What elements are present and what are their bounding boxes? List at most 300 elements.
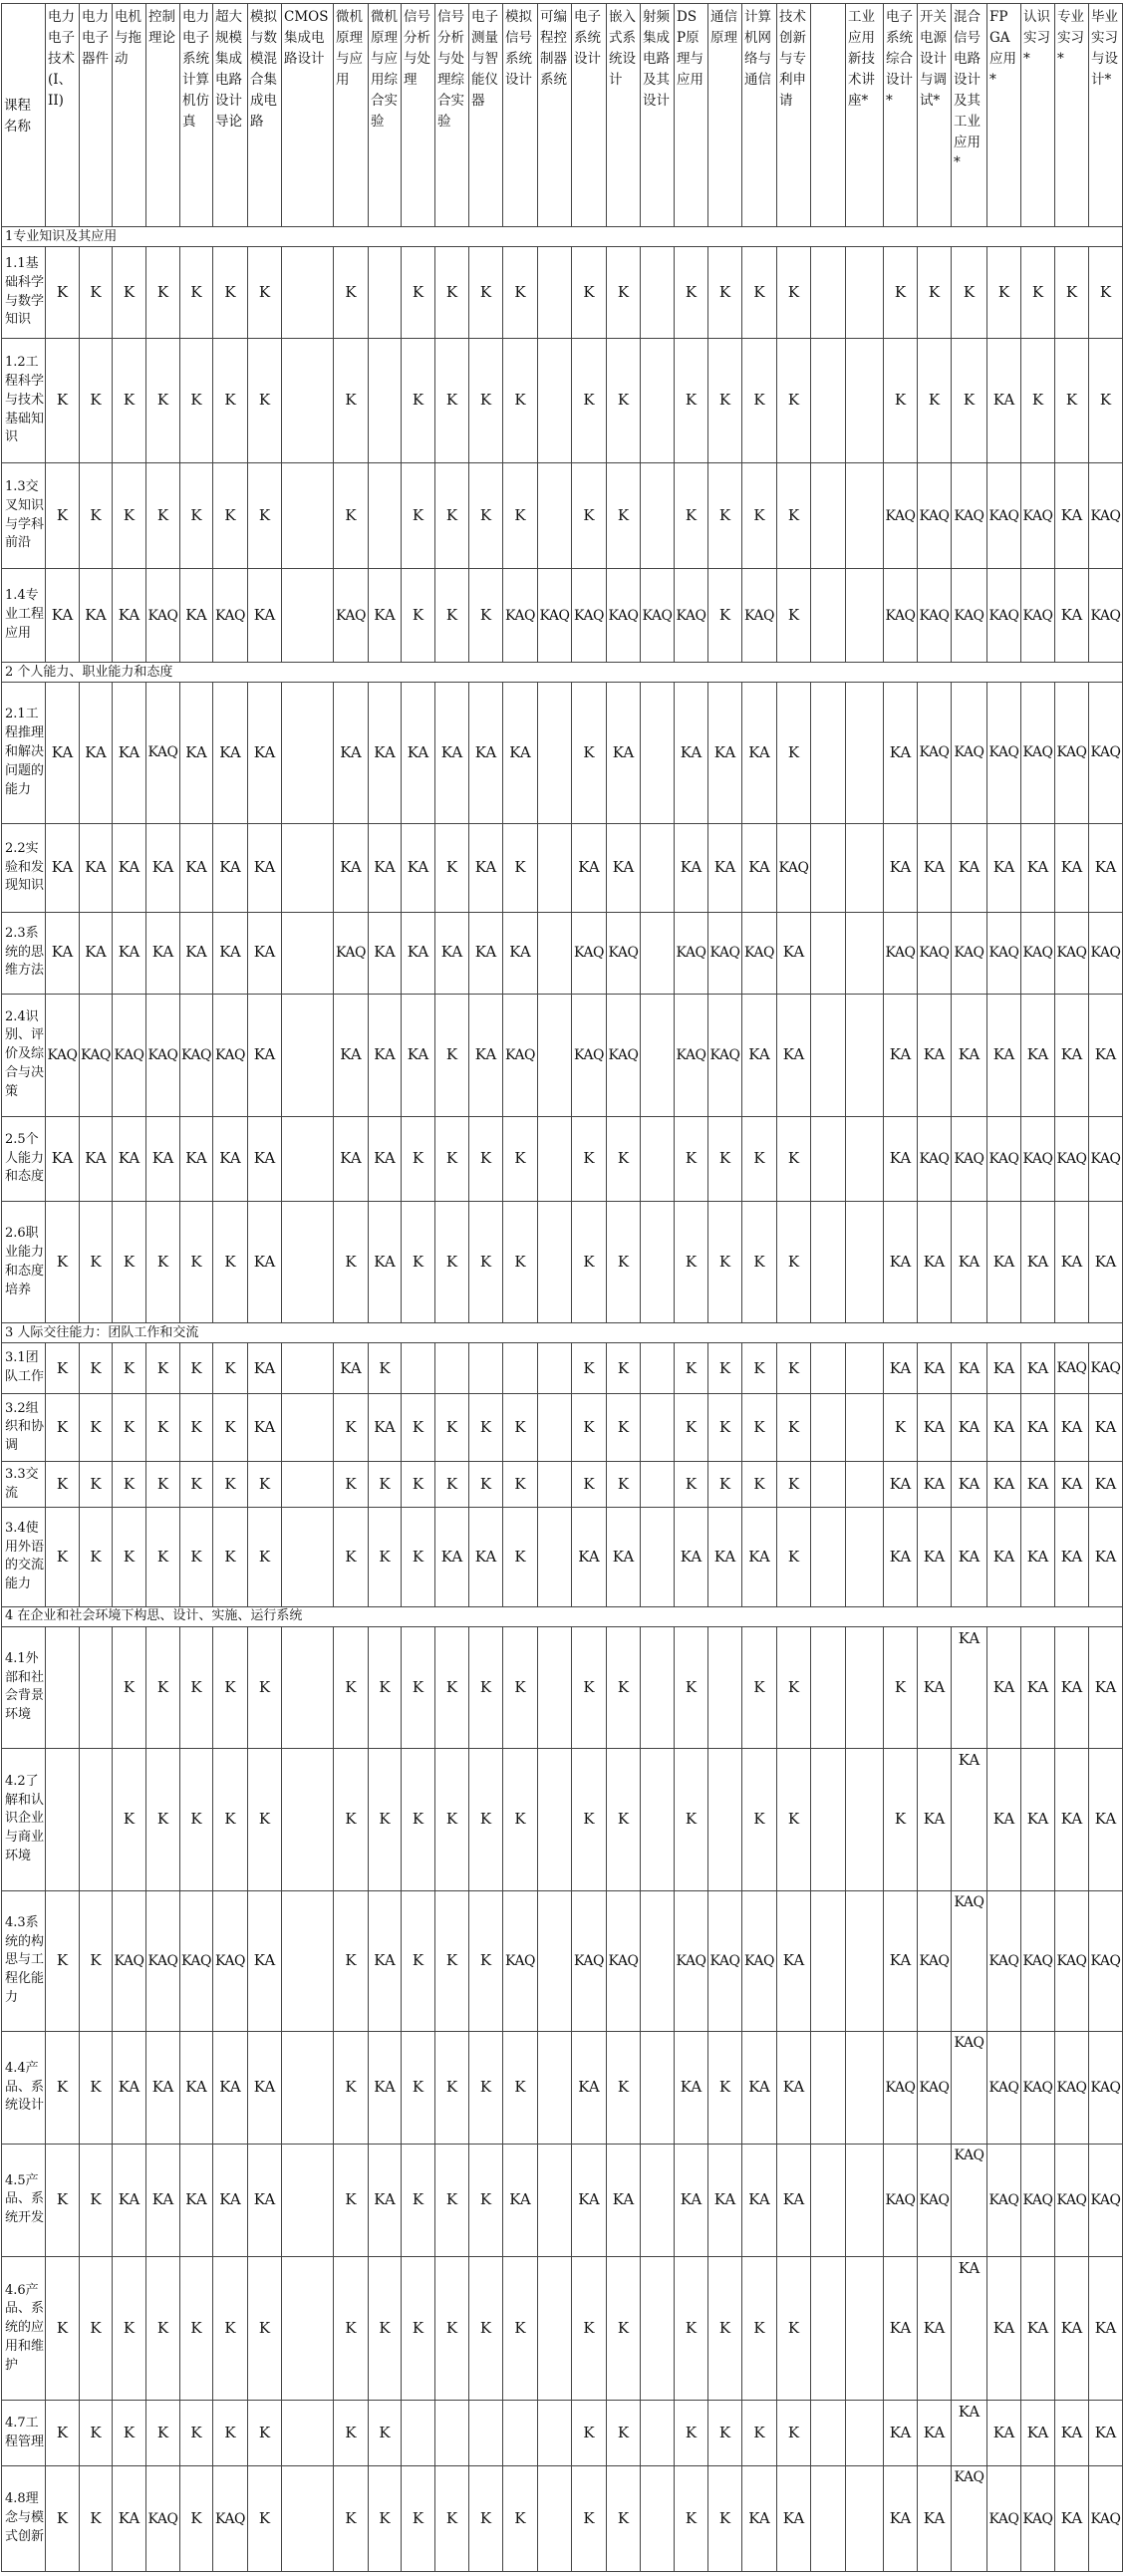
table-cell: K — [503, 462, 538, 568]
table-cell: KA — [675, 2144, 708, 2256]
table-row — [2, 2144, 1123, 2256]
table-cell: K — [777, 569, 811, 663]
row-label: 2.5个人能力和态度 — [2, 1116, 46, 1201]
table-cell — [538, 246, 572, 339]
table-cell: K — [952, 339, 987, 463]
table-cell: K — [1021, 246, 1055, 339]
table-cell: K — [180, 462, 213, 568]
row-label: 1.1基础科学与数学知识 — [2, 246, 46, 339]
table-cell — [282, 2256, 334, 2401]
row-label: 3.1团队工作 — [2, 1343, 46, 1394]
table-cell — [538, 1626, 572, 1748]
table-cell: KA — [46, 824, 80, 912]
section-title: 4 在企业和社会环境下构思、设计、实施、运行系统 — [2, 1606, 1123, 1626]
table-cell: K — [402, 1462, 435, 1507]
table-cell: KA — [180, 2032, 213, 2145]
table-cell: K — [46, 1394, 80, 1462]
column-header: 模拟信号系统设计 — [503, 4, 538, 227]
table-cell: KA — [1089, 994, 1123, 1116]
table-cell: K — [503, 2032, 538, 2145]
table-cell: KA — [1055, 824, 1089, 912]
table-cell — [811, 1343, 846, 1394]
column-header: 控制理论 — [146, 4, 180, 227]
table-cell: KA — [952, 1462, 987, 1507]
table-cell: K — [402, 1394, 435, 1462]
table-cell: KA — [180, 1116, 213, 1201]
table-cell: K — [503, 1749, 538, 1891]
table-cell: K — [952, 246, 987, 339]
column-header: 毕业实习与设计* — [1089, 4, 1123, 227]
table-cell: K — [248, 246, 282, 339]
table-cell: KA — [884, 2256, 918, 2401]
table-cell: K — [46, 2144, 80, 2256]
table-row — [2, 994, 1123, 1116]
table-cell: K — [248, 1462, 282, 1507]
table-cell — [641, 2256, 675, 2401]
table-cell: KA — [1089, 2256, 1123, 2401]
table-cell — [538, 682, 572, 824]
table-cell: K — [180, 1462, 213, 1507]
table-cell: KA — [1089, 824, 1123, 912]
table-cell: K — [777, 1343, 811, 1394]
table-cell: KA — [435, 682, 469, 824]
table-row — [2, 246, 1123, 339]
table-cell: K — [469, 569, 503, 663]
table-cell — [282, 2466, 334, 2572]
table-cell — [282, 462, 334, 568]
table-cell: K — [503, 1202, 538, 1323]
table-cell: K — [708, 1202, 742, 1323]
table-cell: KA — [987, 1202, 1021, 1323]
table-cell: K — [435, 2256, 469, 2401]
table-cell — [282, 1394, 334, 1462]
table-cell: KAQ — [918, 912, 952, 994]
table-cell: KA — [1089, 1394, 1123, 1462]
table-cell: KA — [1021, 2256, 1055, 2401]
table-cell: KAQ — [884, 569, 918, 663]
table-cell — [846, 1394, 884, 1462]
table-cell — [641, 994, 675, 1116]
table-cell: K — [334, 1202, 369, 1323]
table-cell: K — [503, 2466, 538, 2572]
table-cell: KAQ — [1089, 1890, 1123, 2032]
table-cell — [641, 1890, 675, 2032]
table-cell — [846, 2144, 884, 2256]
table-cell: KA — [80, 569, 113, 663]
table-cell — [811, 2144, 846, 2256]
table-cell: KA — [708, 824, 742, 912]
table-cell: K — [742, 2401, 777, 2466]
table-cell — [846, 1626, 884, 1748]
table-cell: KA — [918, 1394, 952, 1462]
table-cell: KA — [987, 1626, 1021, 1748]
table-cell: K — [146, 1507, 180, 1606]
table-cell — [538, 2032, 572, 2145]
table-cell — [811, 824, 846, 912]
section-title: 3 人际交往能力：团队工作和交流 — [2, 1323, 1123, 1343]
table-cell: K — [80, 2401, 113, 2466]
table-cell — [811, 1394, 846, 1462]
table-cell: KAQ — [918, 1890, 952, 2032]
row-label: 3.2组织和协调 — [2, 1394, 46, 1462]
table-cell: KA — [503, 912, 538, 994]
table-cell: K — [708, 1116, 742, 1201]
table-cell — [282, 912, 334, 994]
table-cell: K — [742, 339, 777, 463]
table-cell: K — [334, 2144, 369, 2256]
table-cell: KAQ — [708, 994, 742, 1116]
table-cell — [282, 1116, 334, 1201]
table-cell: KA — [402, 824, 435, 912]
table-cell: K — [146, 1749, 180, 1891]
table-cell: KA — [334, 824, 369, 912]
table-cell: K — [708, 2032, 742, 2145]
table-cell: KAQ — [572, 912, 607, 994]
table-cell: KA — [248, 1394, 282, 1462]
table-cell: KA — [113, 1116, 146, 1201]
table-cell: KA — [369, 1394, 402, 1462]
table-cell: K — [369, 1343, 402, 1394]
table-cell: K — [146, 1394, 180, 1462]
table-cell — [846, 912, 884, 994]
table-row — [2, 2401, 1123, 2466]
row-label: 3.3交流 — [2, 1462, 46, 1507]
table-cell: KA — [113, 824, 146, 912]
table-cell: KAQ — [742, 912, 777, 994]
table-cell: K — [708, 2466, 742, 2572]
table-cell: K — [435, 2032, 469, 2145]
table-cell: KA — [572, 2032, 607, 2145]
table-cell: K — [884, 1626, 918, 1748]
table-cell: KAQ — [987, 1116, 1021, 1201]
table-cell: KA — [1021, 1462, 1055, 1507]
table-row — [2, 1626, 1123, 1748]
table-cell: KAQ — [607, 1890, 641, 2032]
table-cell — [282, 339, 334, 463]
table-cell: KA — [469, 682, 503, 824]
table-cell — [538, 2401, 572, 2466]
table-cell: K — [402, 339, 435, 463]
table-row — [2, 1202, 1123, 1323]
table-cell: KA — [987, 824, 1021, 912]
table-cell: KA — [987, 1394, 1021, 1462]
table-cell: KA — [248, 2144, 282, 2256]
table-cell: KA — [213, 2032, 248, 2145]
table-cell: K — [469, 2032, 503, 2145]
table-cell: K — [607, 1202, 641, 1323]
table-cell: K — [469, 462, 503, 568]
table-cell: KA — [918, 2256, 952, 2401]
table-cell: KA — [334, 994, 369, 1116]
table-cell — [641, 339, 675, 463]
table-cell: KA — [1021, 994, 1055, 1116]
table-cell: K — [503, 246, 538, 339]
row-label: 1.4专业工程应用 — [2, 569, 46, 663]
table-cell: KA — [952, 1394, 987, 1462]
table-cell: KAQ — [607, 994, 641, 1116]
table-cell — [641, 1462, 675, 1507]
table-cell: K — [146, 339, 180, 463]
table-cell: KAQ — [1089, 462, 1123, 568]
table-cell: KAQ — [180, 1890, 213, 2032]
table-cell — [402, 2401, 435, 2466]
table-cell: KA — [675, 682, 708, 824]
table-cell: K — [607, 462, 641, 568]
table-cell: K — [469, 1116, 503, 1201]
table-cell: KA — [607, 2144, 641, 2256]
table-cell — [503, 1343, 538, 1394]
table-cell: KA — [369, 1116, 402, 1201]
section-row — [2, 1323, 1123, 1343]
table-cell — [641, 1626, 675, 1748]
table-cell: KAQ — [1055, 2144, 1089, 2256]
table-cell: KA — [675, 1507, 708, 1606]
table-cell: KA — [884, 2401, 918, 2466]
table-cell — [811, 339, 846, 463]
table-cell: K — [180, 246, 213, 339]
table-cell — [641, 2401, 675, 2466]
table-cell: KAQ — [334, 569, 369, 663]
table-cell — [469, 1343, 503, 1394]
table-cell: KAQ — [742, 1890, 777, 2032]
table-cell: KA — [369, 824, 402, 912]
table-cell: KAQ — [918, 462, 952, 568]
table-cell: KA — [884, 994, 918, 1116]
table-cell: KAQ — [146, 2466, 180, 2572]
table-row — [2, 1116, 1123, 1201]
row-label: 2.2实验和发现知识 — [2, 824, 46, 912]
table-cell: K — [248, 339, 282, 463]
table-cell: KAQ — [503, 569, 538, 663]
table-cell: K — [572, 462, 607, 568]
table-cell: KA — [1021, 1394, 1055, 1462]
table-cell: KAQ — [213, 994, 248, 1116]
table-cell: KA — [503, 682, 538, 824]
table-cell — [846, 1462, 884, 1507]
table-cell — [282, 2032, 334, 2145]
table-cell: K — [708, 569, 742, 663]
table-cell: KA — [402, 682, 435, 824]
table-cell: KA — [987, 1507, 1021, 1606]
table-cell: K — [708, 339, 742, 463]
column-header: 电力电子系统计算机仿真 — [180, 4, 213, 227]
table-cell: K — [572, 339, 607, 463]
table-cell: K — [607, 1116, 641, 1201]
table-cell — [811, 1116, 846, 1201]
table-cell: KAQ — [742, 569, 777, 663]
column-header: 嵌入式系统设计 — [607, 4, 641, 227]
table-row — [2, 1890, 1123, 2032]
table-cell — [811, 2401, 846, 2466]
table-cell: KA — [742, 824, 777, 912]
table-cell: K — [675, 2401, 708, 2466]
table-cell — [538, 1202, 572, 1323]
table-cell: KA — [987, 339, 1021, 463]
table-cell — [846, 1202, 884, 1323]
table-cell: KAQ — [918, 2032, 952, 2145]
table-cell: K — [80, 2466, 113, 2572]
table-cell: K — [248, 1507, 282, 1606]
table-cell: K — [777, 1116, 811, 1201]
table-cell: KA — [777, 912, 811, 994]
table-cell — [538, 1394, 572, 1462]
table-cell: K — [369, 2466, 402, 2572]
table-cell: K — [708, 462, 742, 568]
table-cell — [641, 682, 675, 824]
column-header: 专业实习* — [1055, 4, 1089, 227]
table-cell: KAQ — [538, 569, 572, 663]
table-cell: K — [469, 339, 503, 463]
table-cell — [80, 1626, 113, 1748]
table-cell: K — [435, 2466, 469, 2572]
table-cell: KAQ — [1089, 682, 1123, 824]
table-cell: K — [334, 1507, 369, 1606]
table-cell: K — [469, 1749, 503, 1891]
table-cell: KA — [469, 912, 503, 994]
table-cell: K — [46, 1462, 80, 1507]
table-cell — [811, 2256, 846, 2401]
table-cell: KA — [777, 994, 811, 1116]
table-cell: K — [503, 339, 538, 463]
table-cell: KA — [146, 2144, 180, 2256]
table-cell: KA — [369, 994, 402, 1116]
table-cell: K — [987, 246, 1021, 339]
table-cell: KA — [918, 1343, 952, 1394]
table-cell — [538, 1116, 572, 1201]
table-cell: K — [180, 1626, 213, 1748]
table-cell: K — [777, 1507, 811, 1606]
column-header: 认识实习* — [1021, 4, 1055, 227]
table-cell: K — [334, 1394, 369, 1462]
table-cell: KA — [146, 912, 180, 994]
table-cell — [538, 462, 572, 568]
table-cell: K — [469, 2144, 503, 2256]
table-cell: K — [607, 246, 641, 339]
table-cell: K — [402, 2144, 435, 2256]
table-cell — [435, 1343, 469, 1394]
row-label: 4.3系统的构思与工程化能力 — [2, 1890, 46, 2032]
table-cell — [369, 246, 402, 339]
table-cell: KAQ — [1021, 1116, 1055, 1201]
table-cell: KA — [469, 994, 503, 1116]
table-cell: K — [469, 1202, 503, 1323]
table-cell: KA — [180, 2144, 213, 2256]
table-cell — [811, 1507, 846, 1606]
table-row — [2, 1343, 1123, 1394]
column-header: 技术创新与专利申请 — [777, 4, 811, 227]
table-cell: KA — [987, 994, 1021, 1116]
table-cell: KAQ — [1089, 2032, 1123, 2145]
table-cell: KAQ — [572, 569, 607, 663]
table-cell: K — [742, 462, 777, 568]
table-cell: K — [884, 1749, 918, 1891]
table-cell: KAQ — [952, 462, 987, 568]
table-cell: KA — [113, 2466, 146, 2572]
table-cell: K — [607, 339, 641, 463]
table-cell: K — [402, 2256, 435, 2401]
table-cell: K — [80, 339, 113, 463]
table-cell: K — [503, 2256, 538, 2401]
table-cell: K — [572, 1116, 607, 1201]
table-cell: KA — [180, 912, 213, 994]
table-cell: KA — [1089, 1202, 1123, 1323]
table-cell: KA — [113, 2144, 146, 2256]
table-cell: K — [113, 1507, 146, 1606]
table-cell: KA — [1055, 2401, 1089, 2466]
table-cell: KAQ — [503, 1890, 538, 2032]
row-label: 4.8理念与模式创新 — [2, 2466, 46, 2572]
table-cell: K — [607, 2256, 641, 2401]
table-cell: KA — [607, 1507, 641, 1606]
column-header: 混合信号电路设计及其工业应用* — [952, 4, 987, 227]
table-cell: K — [708, 1343, 742, 1394]
table-cell: KAQ — [1089, 912, 1123, 994]
table-cell: KA — [777, 2032, 811, 2145]
table-cell — [811, 994, 846, 1116]
row-label: 2.6职业能力和态度培养 — [2, 1202, 46, 1323]
table-cell: K — [884, 1394, 918, 1462]
table-cell: KA — [1021, 2401, 1055, 2466]
table-cell: KAQ — [675, 912, 708, 994]
table-cell — [846, 682, 884, 824]
table-cell: KA — [987, 1462, 1021, 1507]
table-cell: K — [369, 2256, 402, 2401]
table-cell: KA — [1055, 569, 1089, 663]
table-cell: K — [80, 2144, 113, 2256]
table-cell: K — [435, 569, 469, 663]
table-cell: KA — [213, 1116, 248, 1201]
table-cell: KA — [248, 2032, 282, 2145]
table-cell: K — [180, 1749, 213, 1891]
table-cell — [846, 1749, 884, 1891]
table-cell: K — [180, 1343, 213, 1394]
table-cell: KA — [146, 824, 180, 912]
table-cell: K — [213, 462, 248, 568]
table-cell: KAQ — [146, 569, 180, 663]
table-cell — [503, 2401, 538, 2466]
table-cell: KAQ — [987, 2032, 1021, 2145]
table-cell: K — [675, 1462, 708, 1507]
table-cell — [282, 246, 334, 339]
table-cell: K — [503, 1116, 538, 1201]
table-cell: K — [607, 2032, 641, 2145]
table-cell: KA — [248, 1116, 282, 1201]
table-cell: K — [213, 2401, 248, 2466]
table-cell: KAQ — [1089, 2144, 1123, 2256]
table-cell: K — [742, 1343, 777, 1394]
table-cell: KAQ — [146, 994, 180, 1116]
table-cell: K — [180, 339, 213, 463]
table-cell: K — [80, 246, 113, 339]
table-cell — [282, 824, 334, 912]
table-cell: KA — [918, 1749, 952, 1891]
table-cell — [538, 1749, 572, 1891]
table-cell: KA — [180, 682, 213, 824]
table-cell: K — [503, 1462, 538, 1507]
table-cell: KA — [884, 1202, 918, 1323]
table-cell: K — [777, 1202, 811, 1323]
table-cell: KA — [572, 2144, 607, 2256]
table-cell: KA — [1021, 1202, 1055, 1323]
table-cell: K — [884, 246, 918, 339]
table-cell — [811, 246, 846, 339]
table-cell — [811, 1202, 846, 1323]
row-label: 2.1工程推理和解决问题的能力 — [2, 682, 46, 824]
table-cell: KAQ — [1021, 462, 1055, 568]
table-cell — [538, 2466, 572, 2572]
table-cell: KA — [369, 912, 402, 994]
table-cell — [846, 1507, 884, 1606]
